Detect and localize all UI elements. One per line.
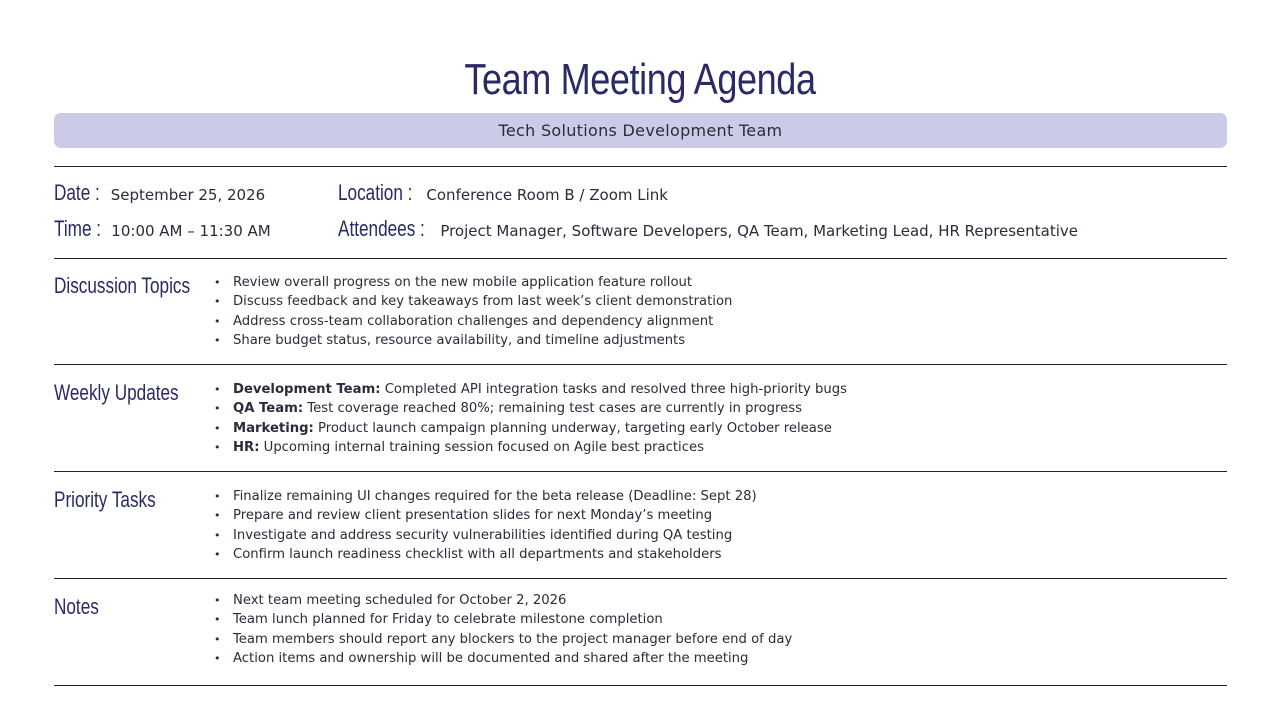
bullet-icon: • [214,314,221,328]
list-item: • Prepare and review client presentation slides for next Monday’s meeting [214,506,757,525]
list-item: • Confirm launch readiness checklist with all departments and stakeholders [214,545,757,564]
list-item: • Discuss feedback and key takeaways from last week’s client demonstration [214,292,732,311]
location-value: Conference Room B / Zoom Link [426,186,668,204]
list-item: • Team lunch planned for Friday to celebrate milestone completion [214,610,792,629]
divider [54,578,1227,579]
divider [54,471,1227,472]
time-value: 10:00 AM – 11:30 AM [111,222,271,240]
date-value: September 25, 2026 [110,186,266,204]
section-title: Discussion Topics [54,273,191,298]
bullet-icon: • [214,421,221,435]
time-label: Time : [54,216,102,241]
discussion-topics-list [214,273,732,351]
meta-time [54,216,271,242]
section-notes [54,594,111,620]
section-priority-tasks [54,487,184,513]
attendees-label: Attendees : [338,216,425,241]
team-subtitle: Tech Solutions Development Team [498,121,783,140]
update-label: Marketing: [233,420,314,436]
divider [54,364,1227,365]
page-title: Team Meeting Agenda [464,55,816,104]
date-label: Date : [54,180,100,205]
bullet-icon: • [214,613,221,627]
notes-list [214,591,792,669]
attendees-value: Project Manager, Software Developers, QA Team, Marketing Lead, HR Representative [440,222,1079,240]
list-item: • Address cross-team collaboration challenges and dependency alignment [214,312,732,331]
divider [54,166,1227,167]
bullet-icon: • [214,402,221,416]
bullet-icon: • [214,548,221,562]
meta-attendees [338,216,1078,242]
meta-location [338,180,668,206]
update-label: Development Team: [233,382,381,397]
list-item: • Development Team: Completed API integration tasks and resolved three high-priority bugs [214,380,847,399]
bullet-icon: • [214,295,221,309]
bullet-icon: • [214,652,221,666]
bullet-icon: • [214,441,221,455]
meta-date [54,180,265,206]
update-label: QA Team: [233,401,304,417]
section-discussion-topics [54,273,228,299]
list-item: • Next team meeting scheduled for October 2, 2026 [214,591,792,610]
section-title: Notes [54,594,99,619]
location-label: Location : [338,180,413,205]
list-item: • HR: Upcoming internal training session focused on Agile best practices [214,438,847,457]
bullet-icon: • [214,509,221,523]
list-item: • Investigate and address security vulnerabilities identified during QA testing [214,526,757,545]
team-subtitle-banner [54,113,1227,148]
list-item: • QA Team: Test coverage reached 80%; remaining test cases are currently in progress [214,399,847,418]
list-item: • Team members should report any blockers to the project manager before end of day [214,630,792,649]
list-item: • Review overall progress on the new mobile application feature rollout [214,273,732,292]
bullet-icon: • [214,383,221,396]
section-title: Priority Tasks [54,487,156,512]
bullet-icon: • [214,632,221,646]
list-item: • Share budget status, resource availability, and timeline adjustments [214,331,732,350]
divider [54,258,1227,259]
bullet-icon: • [214,594,221,607]
bullet-icon: • [214,528,221,542]
bullet-icon: • [214,490,221,503]
list-item: • Marketing: Product launch campaign planning underway, targeting early October release [214,419,847,438]
bullet-icon: • [214,276,221,289]
list-item: • Finalize remaining UI changes required for the beta release (Deadline: Sept 28) [214,487,757,506]
section-title: Weekly Updates [54,380,179,405]
update-label: HR: [233,440,260,456]
priority-tasks-list [214,487,757,565]
weekly-updates-list [214,380,847,458]
divider [54,685,1227,686]
section-weekly-updates [54,380,214,406]
list-item: • Action items and ownership will be documented and shared after the meeting [214,649,792,668]
bullet-icon: • [214,334,221,348]
